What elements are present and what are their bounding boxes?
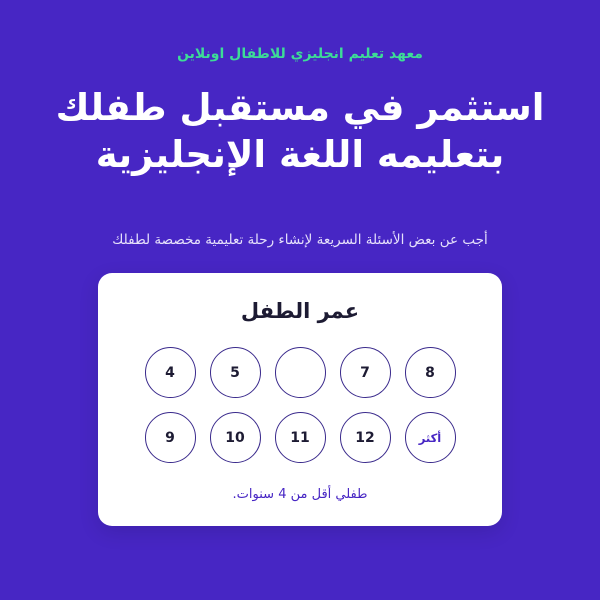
age-options-row xyxy=(145,347,456,398)
age-options-grid xyxy=(145,347,456,463)
age-option-more[interactable]: أكثر xyxy=(405,412,456,463)
page-subtitle: أجب عن بعض الأسئلة السريعة لإنشاء رحلة تعليمية مخصصة لطفلك xyxy=(112,231,488,248)
age-options-row xyxy=(145,412,456,463)
age-option-8[interactable]: 8 xyxy=(405,347,456,398)
page-title: استثمر في مستقبل طفلك بتعليمه اللغة الإنجليزية xyxy=(55,86,545,177)
age-option-6[interactable] xyxy=(275,347,326,398)
age-option-4[interactable]: 4 xyxy=(145,347,196,398)
age-question-card xyxy=(98,273,502,526)
eyebrow-text: معهد تعليم انجليزي للاطفال اونلاين xyxy=(177,46,423,62)
question-title: عمر الطفل xyxy=(240,299,360,324)
under-four-link[interactable]: طفلي أقل من 4 سنوات. xyxy=(232,487,368,503)
age-option-5[interactable]: 5 xyxy=(210,347,261,398)
age-option-12[interactable]: 12 xyxy=(340,412,391,463)
age-option-9[interactable]: 9 xyxy=(145,412,196,463)
age-option-10[interactable]: 10 xyxy=(210,412,261,463)
age-option-11[interactable]: 11 xyxy=(275,412,326,463)
age-option-7[interactable]: 7 xyxy=(340,347,391,398)
